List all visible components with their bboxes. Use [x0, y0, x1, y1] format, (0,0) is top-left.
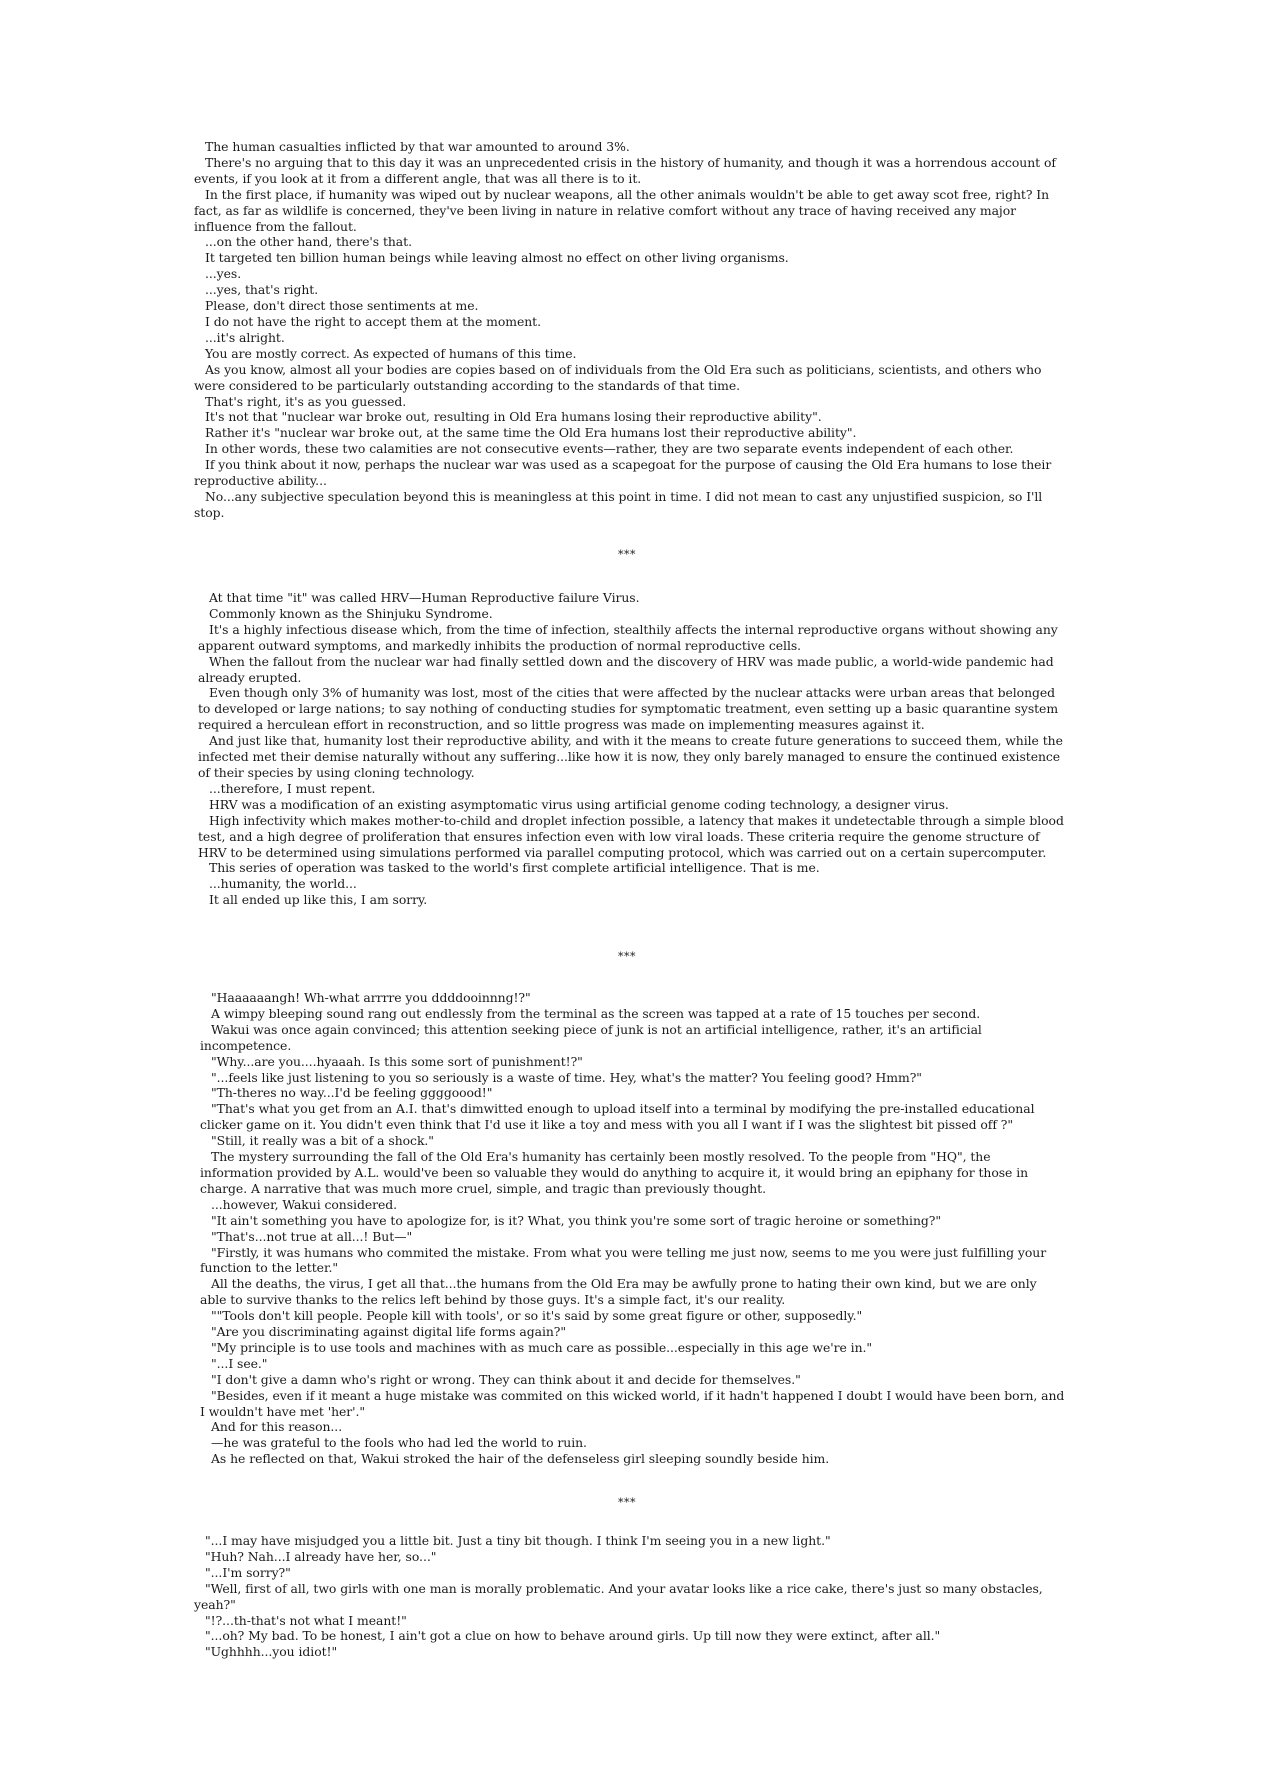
paragraph: When the fallout from the nuclear war had finally settled down and the discovery of HRV was made public, a world-wide pandemic had already erupted. [198, 653, 1054, 685]
paragraph: "Still, it really was a bit of a shock." [211, 1133, 434, 1149]
paragraph: As he reflected on that, Wakui stroked the hair of the defenseless girl sleeping soundly beside him. [211, 1451, 830, 1467]
paragraph: High infectivity which makes mother-to-child and droplet infection possible, a latency that makes it undetectable through a simple blood test, and a high degree of proliferation that ensures infection even with low viral loads. These criteria require the genome structure of HRV to be determined using simulations performed via parallel computing protocol, which was carried out on a certain supercomputer. [198, 812, 1064, 860]
paragraph: At that time "it" was called HRV—Human Reproductive failure Virus. [209, 590, 640, 605]
paragraph: ...humanity, the world... [209, 876, 357, 892]
paragraph: "Huh? Nah...I already have her, so..." [205, 1548, 437, 1564]
paragraph: Commonly known as the Shinjuku Syndrome. [209, 605, 493, 621]
paragraph: "Are you discriminating against digital life forms again?" [211, 1324, 567, 1340]
text-section-3 [200, 990, 1066, 1467]
paragraph: "It ain't something you have to apologize for, is it? What, you think you're some sort of tragic heroine or something?" [211, 1212, 942, 1228]
paragraph: "Besides, even if it meant a huge mistake was commited on this wicked world, if it hadn't happened I doubt I would have been born, and I wouldn't have met 'her'." [200, 1387, 1065, 1419]
scene-break-divider: *** [618, 548, 636, 561]
paragraph: ...it's alright. [205, 329, 285, 345]
paragraph: I do not have the right to accept them at the moment. [205, 313, 541, 329]
paragraph: —he was grateful to the fools who had led the world to ruin. [211, 1435, 587, 1451]
paragraph: It's not that "nuclear war broke out, resulting in Old Era humans losing their reproductive ability". [205, 409, 822, 425]
paragraph: Rather it's "nuclear war broke out, at the same time the Old Era humans lost their reproductive ability". [205, 425, 857, 441]
text-section-4 [194, 1533, 1060, 1660]
paragraph: ...yes, that's right. [205, 282, 319, 298]
paragraph: "!?...th-that's not what I meant!" [205, 1612, 407, 1628]
text-section-1 [194, 139, 1060, 521]
paragraph: "Haaaaaangh! Wh-what arrrre you ddddooinnng!?" [211, 990, 531, 1005]
scene-break-divider: *** [618, 1496, 636, 1509]
paragraph: ""Tools don't kill people. People kill with tools', or so it's said by some great figure or other, supposedly." [211, 1308, 863, 1324]
paragraph: All the deaths, the virus, I get all that...the humans from the Old Era may be awfully prone to hating their own kind, but we are only able to survive thanks to the relics left behind by those guys. It's a simple fact, it's our reality. [200, 1276, 1037, 1308]
paragraph: "That's...not true at all...! But—" [211, 1228, 413, 1244]
paragraph: "Ughhhh...you idiot!" [205, 1644, 338, 1660]
paragraph: "Firstly, it was humans who commited the mistake. From what you were telling me just now, seems to me you were just fulfilling your function to the letter." [200, 1244, 1047, 1276]
paragraph: "...feels like just listening to you so seriously is a waste of time. Hey, what's the matter? You feeling good? Hmm?" [211, 1069, 922, 1085]
paragraph: There's no arguing that to this day it was an unprecedented crisis in the history of humanity, and though it was a horrendous account of events, if you look at it from a different angle, that was all there is to it. [194, 154, 1056, 186]
paragraph: It's a highly infectious disease which, from the time of infection, stealthily affects the internal reproductive organs without showing any apparent outward symptoms, and markedly inhibits the production of normal reproductive cells. [198, 621, 1058, 653]
paragraph: "...oh? My bad. To be honest, I ain't got a clue on how to behave around girls. Up till now they were extinct, after all." [205, 1628, 941, 1644]
paragraph: Even though only 3% of humanity was lost, most of the cities that were affected by the nuclear attacks were urban areas that belonged to developed or large nations; to say nothing of conducting studies for symptomatic treatment, even setting up a basic quarantine system required a herculean effort in reconstruction, and so little progress was made on implementing measures against it. [198, 685, 1059, 733]
paragraph: It targeted ten billion human beings while leaving almost no effect on other living organisms. [205, 250, 789, 266]
scene-break-divider: *** [618, 950, 636, 963]
paragraph: If you think about it now, perhaps the nuclear war was used as a scapegoat for the purpose of causing the Old Era humans to lose their reproductive ability... [194, 457, 1052, 489]
paragraph: HRV was a modification of an existing asymptomatic virus using artificial genome coding technology, a designer virus. [209, 796, 949, 812]
paragraph: "...I see." [211, 1355, 268, 1371]
paragraph: Wakui was once again convinced; this attention seeking piece of junk is not an artificial intelligence, rather, it's an artificial incompetence. [200, 1021, 982, 1053]
paragraph: "I don't give a damn who's right or wrong. They can think about it and decide for themselves." [211, 1371, 801, 1387]
paragraph: "...I may have misjudged you a little bit. Just a tiny bit though. I think I'm seeing you in a new light." [205, 1533, 831, 1548]
paragraph: "Well, first of all, two girls with one man is morally problematic. And your avatar looks like a rice cake, there's just so many obstacles, yeah?" [194, 1580, 1043, 1612]
paragraph: "That's what you get from an A.I. that's dimwitted enough to upload itself into a terminal by modifying the pre-installed educational clicker game on it. You didn't even think that I'd use it like a toy and mess with you all I want if I was the slightest bit pissed off ?" [200, 1101, 1035, 1133]
paragraph: A wimpy bleeping sound rang out endlessly from the terminal as the screen was tapped at a rate of 15 touches per second. [211, 1005, 981, 1021]
paragraph: This series of operation was tasked to the world's first complete artificial intelligence. That is me. [209, 860, 820, 876]
paragraph: Please, don't direct those sentiments at me. [205, 298, 479, 314]
paragraph: ...on the other hand, there's that. [205, 234, 412, 250]
paragraph: In other words, these two calamities are not consecutive events—rather, they are two separate events independent of each other. [205, 441, 1014, 457]
paragraph: "Why...are you....hyaaah. Is this some sort of punishment!?" [211, 1053, 583, 1069]
paragraph: No...any subjective speculation beyond this is meaningless at this point in time. I did not mean to cast any unjustified suspicion, so I'll stop. [194, 488, 1043, 520]
paragraph: "Th-theres no way...I'd be feeling ggggoood!" [211, 1085, 493, 1101]
paragraph: In the first place, if humanity was wiped out by nuclear weapons, all the other animals wouldn't be able to get away scot free, right? In fact, as far as wildlife is concerned, they've been living in nature in relative comfort without any trace of having received any major influence from the fallout. [194, 186, 1050, 234]
text-section-2 [198, 590, 1064, 908]
paragraph: "...I'm sorry?" [205, 1564, 291, 1580]
paragraph: As you know, almost all your bodies are copies based on of individuals from the Old Era such as politicians, scientists, and others who were considered to be particularly outstanding according to the standards of that time. [194, 361, 1042, 393]
paragraph: "My principle is to use tools and machines with as much care as possible...especially in this age we're in." [211, 1339, 873, 1355]
paragraph: And just like that, humanity lost their reproductive ability, and with it the means to create future generations to succeed them, while the infected met their demise naturally without any suffering...like how it is now, they only barely managed to ensure the continued existence of their species by using cloning technology. [198, 733, 1063, 780]
paragraph: The human casualties inflicted by that war amounted to around 3%. [205, 139, 630, 154]
paragraph: You are mostly correct. As expected of humans of this time. [205, 345, 577, 361]
paragraph: It all ended up like this, I am sorry. [209, 892, 428, 908]
paragraph: ...yes. [205, 266, 242, 282]
paragraph: That's right, it's as you guessed. [205, 393, 407, 409]
paragraph: ...therefore, I must repent. [209, 780, 376, 796]
paragraph: And for this reason... [211, 1419, 343, 1435]
paragraph: The mystery surrounding the fall of the Old Era's humanity has certainly been mostly resolved. To the people from "HQ", the information provided by A.L. would've been so valuable they would do anything to acquire it, it would bring an epiphany for those in charge. A narrative that was much more cruel, simple, and tragic than previously thought. [200, 1149, 1029, 1196]
paragraph: ...however, Wakui considered. [211, 1196, 398, 1212]
